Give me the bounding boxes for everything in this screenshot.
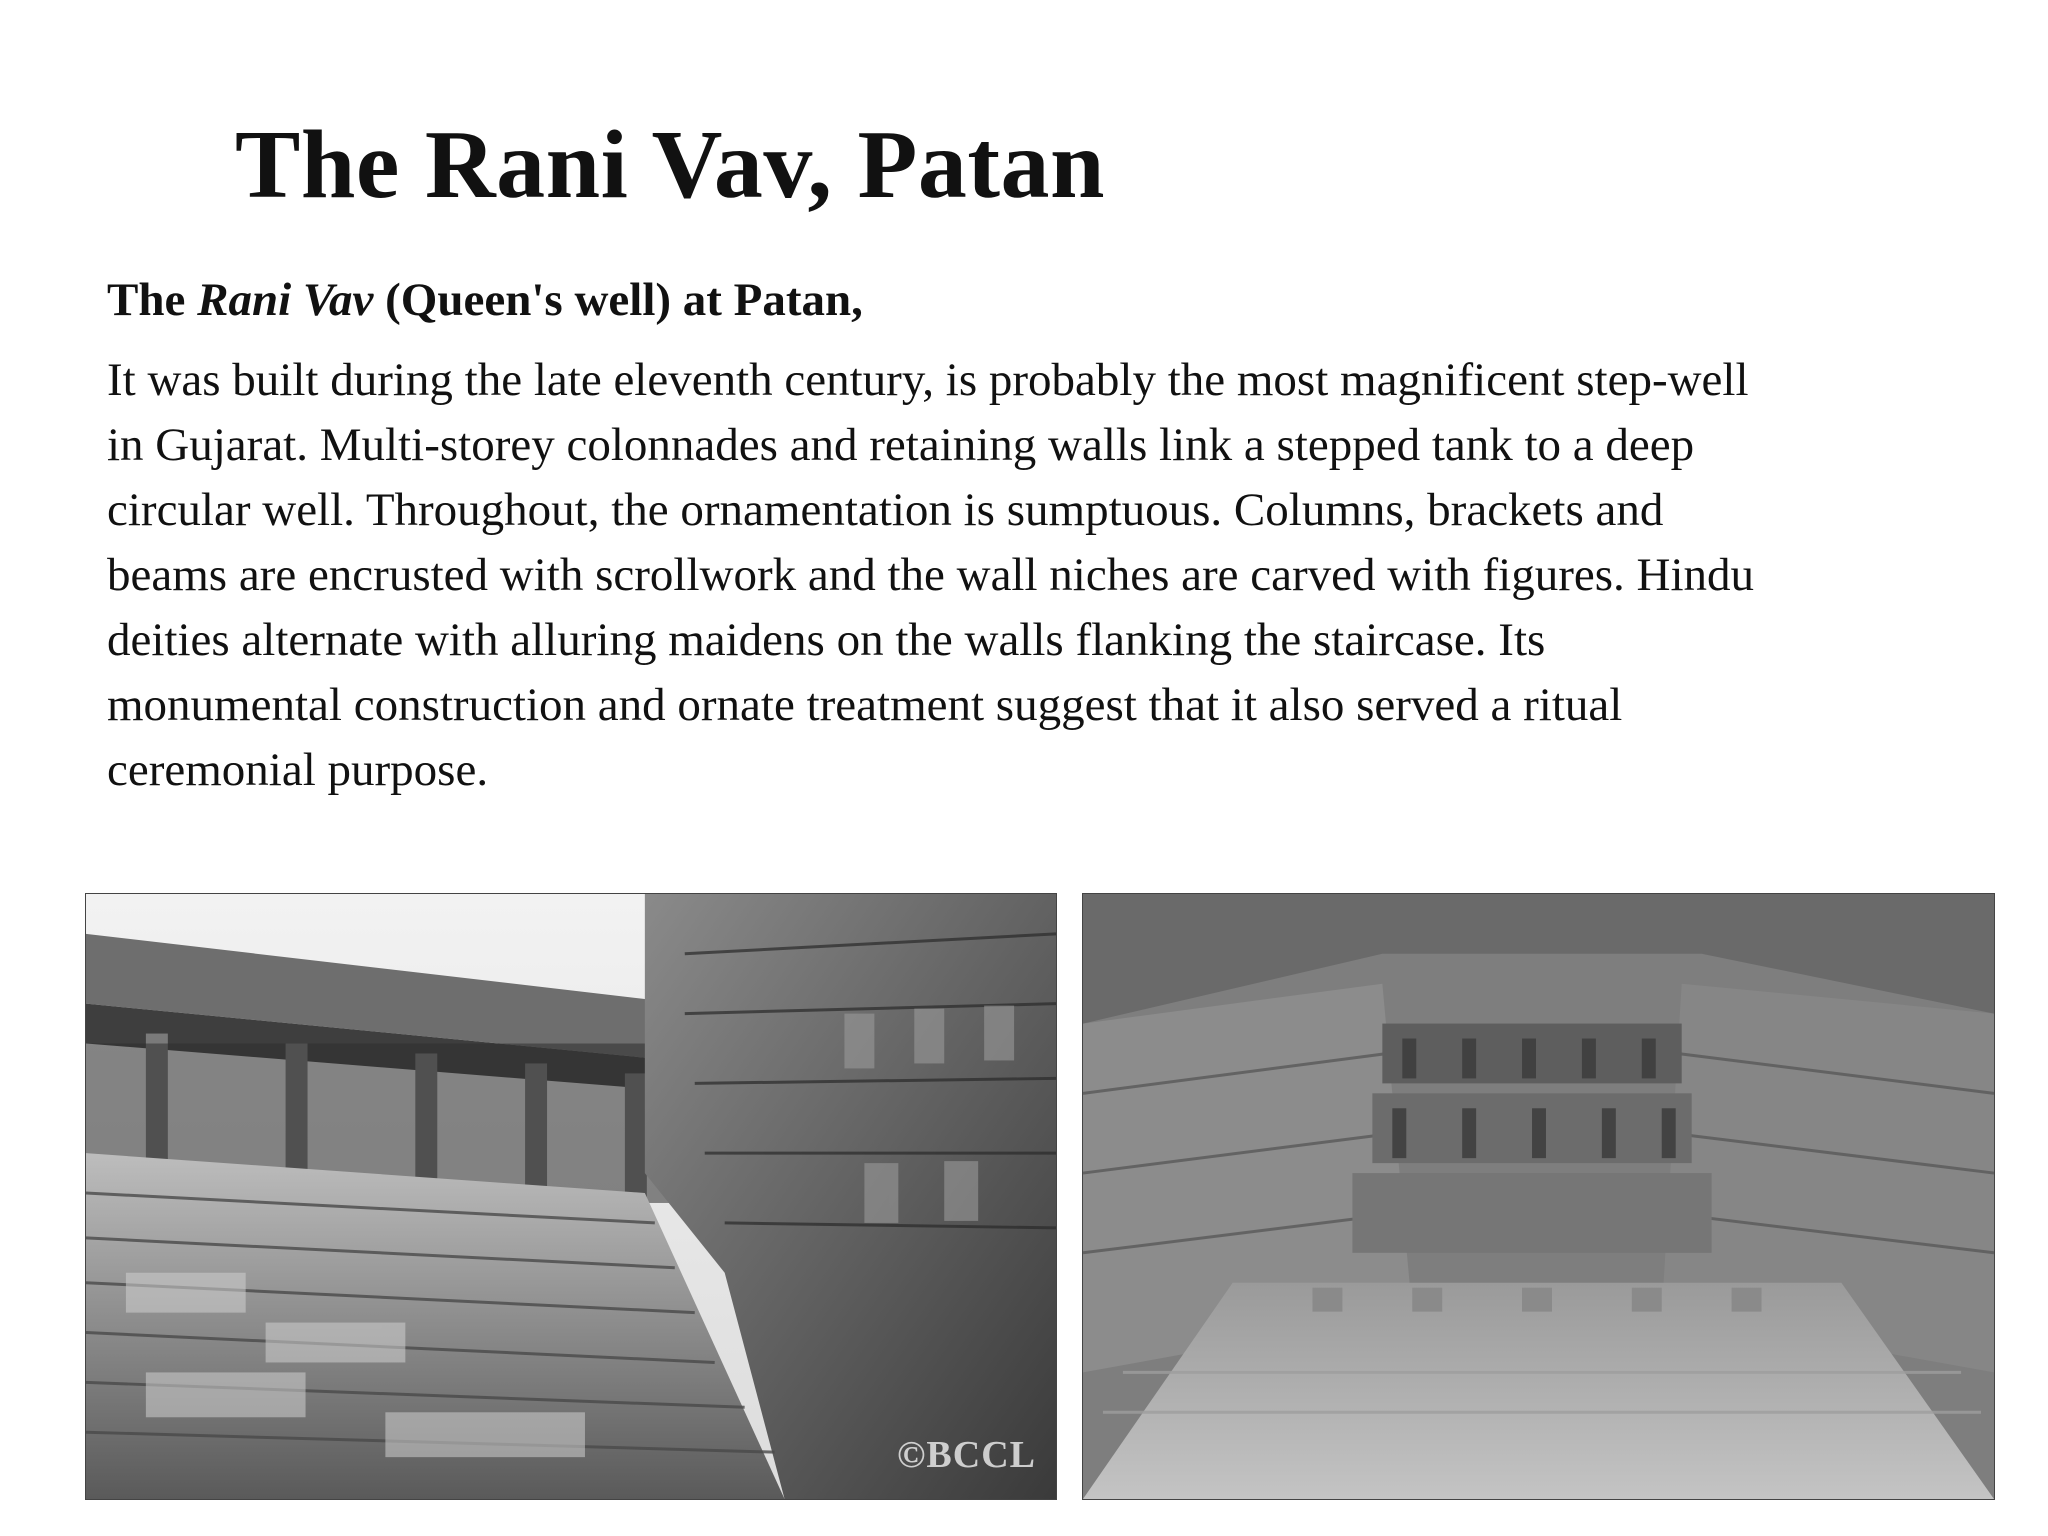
body-line: monumental construction and ornate treatment suggest that it also served a ritual — [107, 679, 1623, 731]
body-line: circular well. Throughout, the ornamentation is sumptuous. Columns, brackets and — [107, 484, 1664, 536]
stepwell-overview-photo — [1082, 893, 1995, 1500]
subheading-prefix: The — [107, 274, 198, 326]
photo-watermark: ©BCCL — [897, 1434, 1036, 1476]
body-line: in Gujarat. Multi-storey colonnades and retaining walls link a stepped tank to a deep — [107, 419, 1695, 471]
subheading — [107, 268, 863, 332]
stepwell-staircase-illustration — [86, 894, 1056, 1499]
page-title: The Rani Vav, Patan — [235, 111, 1105, 219]
body-line: It was built during the late eleventh century, is probably the most magnificent step-well — [107, 354, 1749, 406]
stepwell-overview-illustration — [1083, 894, 1994, 1499]
stepwell-staircase-photo — [85, 893, 1057, 1500]
subheading-italic: Rani Vav — [197, 274, 374, 326]
subheading-suffix: (Queen's well) at Patan, — [373, 274, 863, 326]
body-line: deities alternate with alluring maidens on the walls flanking the staircase. Its — [107, 614, 1546, 666]
body-line: ceremonial purpose. — [107, 744, 489, 796]
body-paragraph — [107, 348, 1987, 803]
body-line: beams are encrusted with scrollwork and the wall niches are carved with figures. Hindu — [107, 549, 1755, 601]
